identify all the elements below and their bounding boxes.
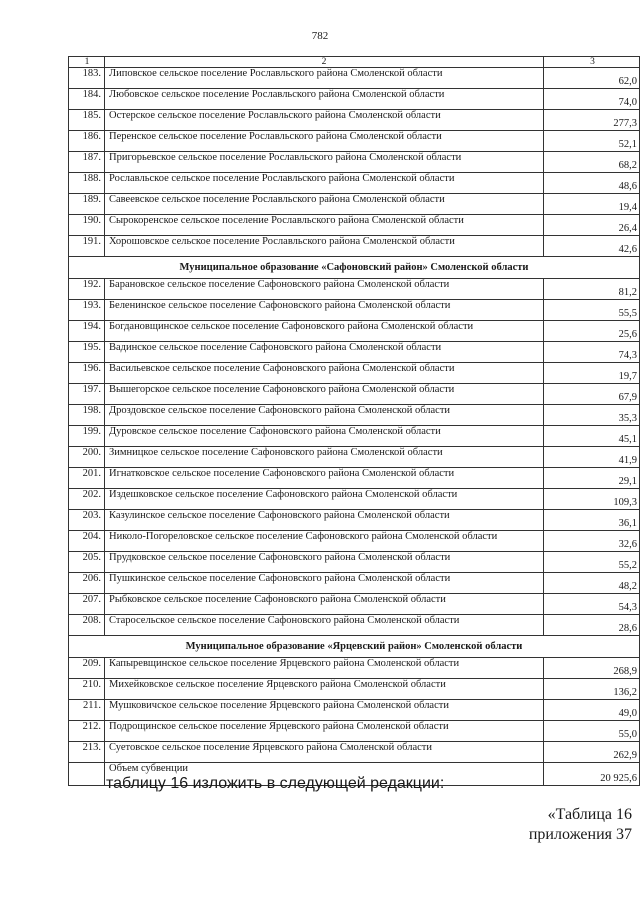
subvention-value: 45,1 <box>544 426 640 447</box>
subvention-value: 81,2 <box>544 279 640 300</box>
row-number: 197. <box>69 384 105 405</box>
table-row <box>69 384 640 405</box>
settlement-name: Рославльское сельское поселение Рославльского района Смоленской области <box>105 173 544 194</box>
total-empty-cell <box>69 763 105 786</box>
settlement-name: Богдановщинское сельское поселение Сафоновского района Смоленской области <box>105 321 544 342</box>
settlement-name: Казулинское сельское поселение Сафоновского района Смоленской области <box>105 510 544 531</box>
column-header-3: 3 <box>544 57 640 68</box>
subvention-value: 28,6 <box>544 615 640 636</box>
table-row <box>69 447 640 468</box>
row-number: 198. <box>69 405 105 426</box>
subvention-value: 41,9 <box>544 447 640 468</box>
settlement-name: Дроздовское сельское поселение Сафоновского района Смоленской области <box>105 405 544 426</box>
table-row <box>69 68 640 89</box>
row-number: 203. <box>69 510 105 531</box>
settlement-name: Беленинское сельское поселение Сафоновского района Смоленской области <box>105 300 544 321</box>
subvention-value: 19,7 <box>544 363 640 384</box>
row-number: 207. <box>69 594 105 615</box>
row-number: 191. <box>69 236 105 257</box>
subvention-value: 67,9 <box>544 384 640 405</box>
settlement-name: Подрощинское сельское поселение Ярцевского района Смоленской области <box>105 721 544 742</box>
subvention-value: 55,2 <box>544 552 640 573</box>
table-row <box>69 363 640 384</box>
subvention-value: 26,4 <box>544 215 640 236</box>
settlement-name: Васильевское сельское поселение Сафоновского района Смоленской области <box>105 363 544 384</box>
settlement-name: Капыревщинское сельское поселение Ярцевского района Смоленской области <box>105 658 544 679</box>
settlement-name: Вадинское сельское поселение Сафоновского района Смоленской области <box>105 342 544 363</box>
settlement-name: Любовское сельское поселение Рославльского района Смоленской области <box>105 89 544 110</box>
row-number: 186. <box>69 131 105 152</box>
settlement-name: Дуровское сельское поселение Сафоновского района Смоленской области <box>105 426 544 447</box>
section-heading: Муниципальное образование «Ярцевский район» Смоленской области <box>69 636 640 658</box>
row-number: 204. <box>69 531 105 552</box>
subvention-value: 277,3 <box>544 110 640 131</box>
row-number: 209. <box>69 658 105 679</box>
table-header-row <box>69 57 640 68</box>
table-row <box>69 615 640 636</box>
settlement-name: Сырокоренское сельское поселение Рославльского района Смоленской области <box>105 215 544 236</box>
settlement-name: Пригорьевское сельское поселение Рославльского района Смоленской области <box>105 152 544 173</box>
row-number: 184. <box>69 89 105 110</box>
table-caption-line1: «Таблица 16 <box>547 806 632 823</box>
subvention-value: 29,1 <box>544 468 640 489</box>
table-row <box>69 131 640 152</box>
row-number: 195. <box>69 342 105 363</box>
column-header-1: 1 <box>69 57 105 68</box>
table-row <box>69 236 640 257</box>
subvention-value: 49,0 <box>544 700 640 721</box>
subvention-value: 52,1 <box>544 131 640 152</box>
row-number: 185. <box>69 110 105 131</box>
subvention-value: 36,1 <box>544 510 640 531</box>
table-row <box>69 279 640 300</box>
subvention-value: 48,2 <box>544 573 640 594</box>
subvention-value: 42,6 <box>544 236 640 257</box>
settlement-name: Прудковское сельское поселение Сафоновского района Смоленской области <box>105 552 544 573</box>
section-row <box>69 636 640 658</box>
table-row <box>69 110 640 131</box>
subvention-value: 74,3 <box>544 342 640 363</box>
subvention-value: 136,2 <box>544 679 640 700</box>
section-heading: Муниципальное образование «Сафоновский район» Смоленской области <box>69 257 640 279</box>
settlement-name: Суетовское сельское поселение Ярцевского района Смоленской области <box>105 742 544 763</box>
total-value: 20 925,6 <box>544 763 640 786</box>
table-row <box>69 573 640 594</box>
settlement-name: Издешковское сельское поселение Сафоновского района Смоленской области <box>105 489 544 510</box>
table-row <box>69 721 640 742</box>
table-row <box>69 342 640 363</box>
table-row <box>69 531 640 552</box>
subvention-value: 19,4 <box>544 194 640 215</box>
table-row <box>69 658 640 679</box>
row-number: 187. <box>69 152 105 173</box>
subvention-value: 32,6 <box>544 531 640 552</box>
row-number: 194. <box>69 321 105 342</box>
subvention-value: 48,6 <box>544 173 640 194</box>
column-header-2: 2 <box>105 57 544 68</box>
settlement-name: Савеевское сельское поселение Рославльского района Смоленской области <box>105 194 544 215</box>
settlement-name: Игнатковское сельское поселение Сафоновского района Смоленской области <box>105 468 544 489</box>
subvention-value: 55,0 <box>544 721 640 742</box>
settlement-name: Хорошовское сельское поселение Рославльского района Смоленской области <box>105 236 544 257</box>
row-number: 200. <box>69 447 105 468</box>
settlement-name: Николо-Погореловское сельское поселение Сафоновского района Смоленской области <box>105 531 544 552</box>
table-row <box>69 594 640 615</box>
total-label: Объем субвенции <box>105 763 544 786</box>
table-row <box>69 742 640 763</box>
settlement-name: Рыбковское сельское поселение Сафоновского района Смоленской области <box>105 594 544 615</box>
settlement-name: Мушковичское сельское поселение Ярцевского района Смоленской области <box>105 700 544 721</box>
table-row <box>69 426 640 447</box>
section-row <box>69 257 640 279</box>
table-row <box>69 510 640 531</box>
table-row <box>69 194 640 215</box>
row-number: 213. <box>69 742 105 763</box>
row-number: 202. <box>69 489 105 510</box>
row-number: 199. <box>69 426 105 447</box>
table-row <box>69 215 640 236</box>
row-number: 193. <box>69 300 105 321</box>
subvention-value: 62,0 <box>544 68 640 89</box>
subvention-value: 68,2 <box>544 152 640 173</box>
settlement-name: Барановское сельское поселение Сафоновского района Смоленской области <box>105 279 544 300</box>
row-number: 192. <box>69 279 105 300</box>
settlement-name: Остерское сельское поселение Рославльского района Смоленской области <box>105 110 544 131</box>
settlement-name: Михейковское сельское поселение Ярцевского района Смоленской области <box>105 679 544 700</box>
table-row <box>69 552 640 573</box>
table-row <box>69 679 640 700</box>
settlement-name: Вышегорское сельское поселение Сафоновского района Смоленской области <box>105 384 544 405</box>
row-number: 208. <box>69 615 105 636</box>
subvention-value: 25,6 <box>544 321 640 342</box>
settlement-name: Липовское сельское поселение Рославльского района Смоленской области <box>105 68 544 89</box>
settlement-name: Перенское сельское поселение Рославльского района Смоленской области <box>105 131 544 152</box>
row-number: 189. <box>69 194 105 215</box>
row-number: 201. <box>69 468 105 489</box>
table-row <box>69 321 640 342</box>
row-number: 190. <box>69 215 105 236</box>
settlement-name: Зимницкое сельское поселение Сафоновского района Смоленской области <box>105 447 544 468</box>
subvention-value: 35,3 <box>544 405 640 426</box>
body-text: таблицу 16 изложить в следующей редакции: <box>106 775 445 792</box>
row-number: 211. <box>69 700 105 721</box>
subvention-value: 109,3 <box>544 489 640 510</box>
table-row <box>69 300 640 321</box>
table-caption-line2: приложения 37 <box>528 826 632 843</box>
table-row <box>69 489 640 510</box>
row-number: 196. <box>69 363 105 384</box>
row-number: 188. <box>69 173 105 194</box>
subvention-value: 55,5 <box>544 300 640 321</box>
row-number: 183. <box>69 68 105 89</box>
row-number: 210. <box>69 679 105 700</box>
subvention-value: 54,3 <box>544 594 640 615</box>
subvention-value: 74,0 <box>544 89 640 110</box>
subvention-value: 262,9 <box>544 742 640 763</box>
settlement-name: Старосельское сельское поселение Сафоновского района Смоленской области <box>105 615 544 636</box>
table-row <box>69 700 640 721</box>
subvention-value: 268,9 <box>544 658 640 679</box>
page-number: 782 <box>311 30 329 42</box>
table-row <box>69 405 640 426</box>
table-row <box>69 89 640 110</box>
settlement-name: Пушкинское сельское поселение Сафоновского района Смоленской области <box>105 573 544 594</box>
subvention-table <box>68 56 640 786</box>
table-row <box>69 152 640 173</box>
table-row <box>69 173 640 194</box>
row-number: 212. <box>69 721 105 742</box>
table-row <box>69 468 640 489</box>
row-number: 206. <box>69 573 105 594</box>
row-number: 205. <box>69 552 105 573</box>
